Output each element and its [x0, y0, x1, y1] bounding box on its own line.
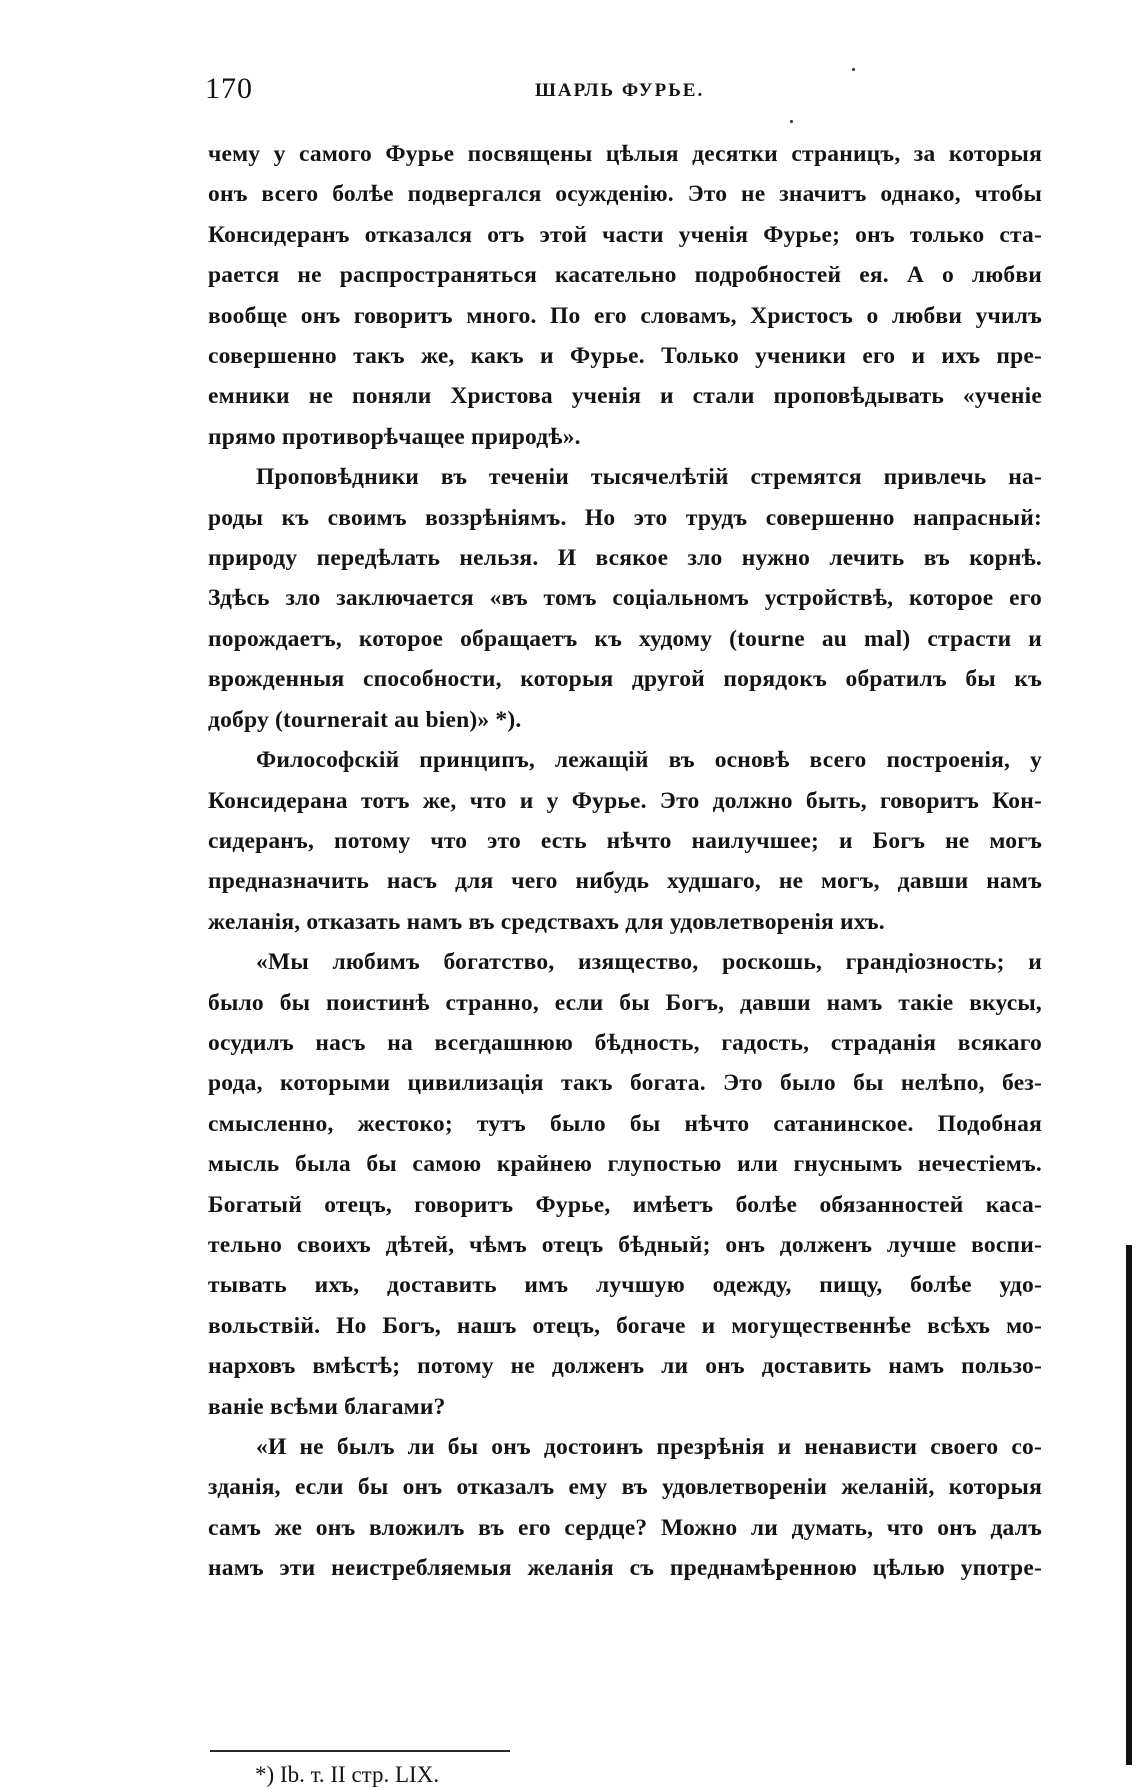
paragraph-4 — [208, 942, 1042, 1427]
page-header — [205, 70, 1045, 110]
text-line: было бы поистинѣ странно, если бы Богъ, давши намъ такіе вкусы, — [208, 989, 1042, 1016]
text-line: Консидерана тотъ же, что и у Фурье. Это должно быть, говоритъ Кон- — [208, 787, 1042, 814]
footnote: *) Ib. т. II стр. LIX. — [255, 1762, 440, 1787]
text-line: зданія, если бы онъ отказалъ ему въ удовлетвореніи желаній, которыя — [208, 1474, 1042, 1501]
text-line: рода, которыми цивилизація такъ богата. Это было бы нелѣпо, без- — [208, 1070, 1042, 1097]
text-line: чему у самого Фурье посвящены цѣлыя десятки страницъ, за которыя — [208, 141, 1042, 167]
text-line: желанія, отказать намъ въ средствахъ для удовлетворенія ихъ. — [208, 908, 885, 935]
text-line: роды къ своимъ воззрѣніямъ. Но это трудъ совершенно напрасный: — [208, 504, 1042, 531]
text-line: «И не былъ ли бы онъ достоинъ презрѣнія и ненависти своего со- — [256, 1434, 1042, 1460]
text-line: вольствій. Но Богъ, нашъ отецъ, богаче и могущественнѣе всѣхъ мо- — [208, 1312, 1042, 1339]
text-line: осудилъ насъ на всегдашнюю бѣдность, гадость, страданія всякаго — [208, 1029, 1042, 1056]
text-line: самъ же онъ вложилъ въ его сердце? Можно ли думать, что онъ далъ — [208, 1514, 1042, 1541]
text-line: «Мы любимъ богатство, изящество, роскошь, грандіозность; и — [256, 949, 1042, 976]
text-line: смысленно, жестоко; тутъ было бы нѣчто сатанинское. Подобная — [208, 1110, 1042, 1137]
text-line: природу передѣлать нельзя. И всякое зло нужно лечить въ корнѣ. — [208, 545, 1042, 572]
text-line: порождаетъ, которое обращаетъ къ худому (tourne au mal) страсти и — [208, 625, 1042, 652]
text-line: предназначить насъ для чего нибудь худшаго, не могъ, давши намъ — [208, 868, 1042, 895]
text-line: сидеранъ, потому что это есть нѣчто наилучшее; и Богъ не могъ — [208, 827, 1042, 854]
scan-speck — [852, 68, 855, 71]
paragraph-2 — [208, 457, 1042, 740]
text-line: намъ эти неистребляемыя желанія съ преднамѣренною цѣлью употре- — [208, 1555, 1042, 1582]
scan-edge-mark — [1126, 1245, 1132, 1765]
text-line: вообще онъ говоритъ много. По его словамъ, Христосъ о любви училъ — [208, 302, 1042, 329]
text-line: рается не распространяться касательно подробностей ея. А о любви — [208, 262, 1042, 289]
text-line: тельно своихъ дѣтей, чѣмъ отецъ бѣдный; онъ долженъ лучше воспи- — [208, 1231, 1042, 1258]
text-line: прямо противорѣчащее природѣ». — [208, 423, 581, 450]
text-line: онъ всего болѣе подвергался осужденію. Это не значитъ однако, чтобы — [208, 181, 1042, 208]
text-line: нарховъ вмѣстѣ; потому не долженъ ли онъ доставить намъ пользо- — [208, 1353, 1042, 1380]
text-line: емники не поняли Христова ученія и стали проповѣдывать «ученіе — [208, 383, 1042, 410]
page-number: 170 — [205, 72, 253, 105]
running-head: ШАРЛЬ ФУРЬЕ. — [535, 80, 705, 101]
paragraph-3 — [208, 740, 1042, 942]
text-line: Проповѣдники въ теченіи тысячелѣтій стремятся привлечь на- — [256, 464, 1042, 491]
text-line: Здѣсь зло заключается «въ томъ соціальномъ устройствѣ, которое его — [208, 585, 1042, 612]
text-line: Философскій принципъ, лежащій въ основѣ всего построенія, у — [256, 747, 1042, 774]
text-line: мысль была бы самою крайнею глупостью или гнуснымъ нечестіемъ. — [208, 1151, 1042, 1178]
scan-speck — [790, 120, 793, 123]
text-line: ваніе всѣми благами? — [208, 1393, 446, 1420]
text-line: тывать ихъ, доставить имъ лучшую одежду, пищу, болѣе удо- — [208, 1272, 1042, 1299]
footnote-divider — [210, 1750, 510, 1752]
body-text — [208, 134, 1042, 1589]
text-line: врожденныя способности, которыя другой порядокъ обратилъ бы къ — [208, 666, 1042, 693]
text-line: Консидеранъ отказался отъ этой части ученія Фурье; онъ только ста- — [208, 221, 1042, 248]
text-line: Богатый отецъ, говоритъ Фурье, имѣетъ болѣе обязанностей каса- — [208, 1191, 1042, 1218]
paragraph-5 — [208, 1427, 1042, 1589]
text-line: совершенно такъ же, какъ и Фурье. Только ученики его и ихъ пре- — [208, 343, 1042, 370]
text-line: добру (tournerait au bien)» *). — [208, 706, 522, 733]
paragraph-1 — [208, 134, 1042, 457]
